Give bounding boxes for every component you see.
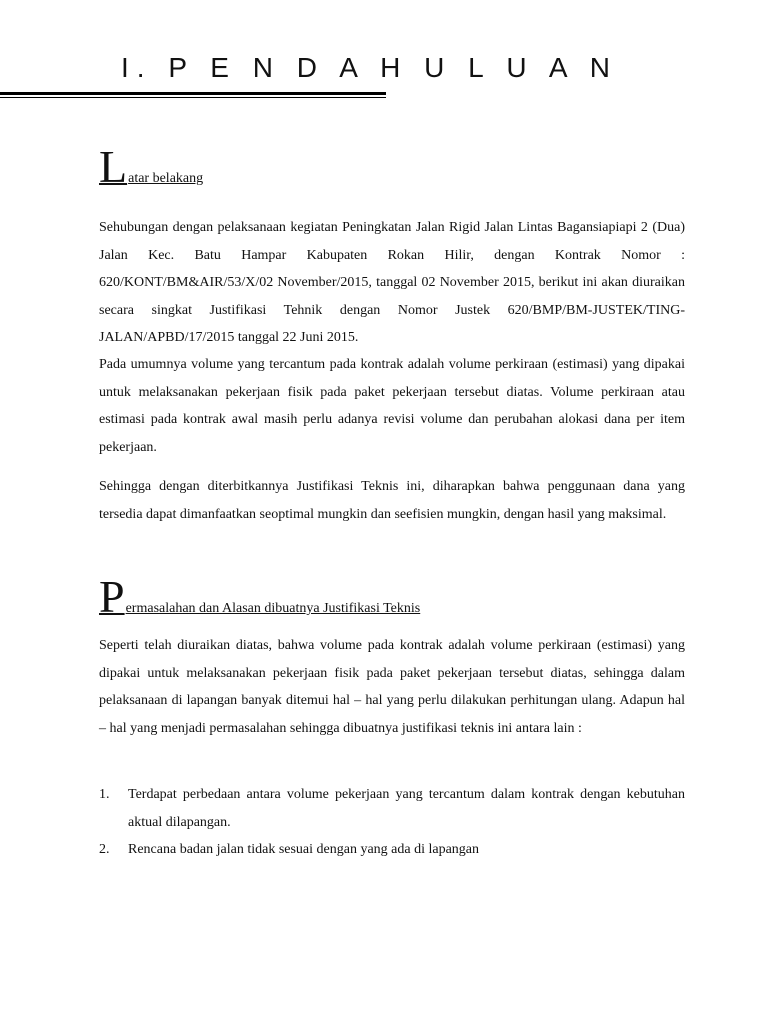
list-item-number: 1. [99, 787, 110, 802]
paragraph: Pada umumnya volume yang tercantum pada kontrak adalah volume perkiraan (estimasi) yang dipakai untuk melaksanakan pekerjaan fisik pada paket pekerjaan tersebut diatas. Volume perkiraan atau estimasi pada kontrak awal masih perlu adanya revisi volume dan perubahan alokasi dana per item pekerjaan. [99, 357, 685, 455]
list-item-text: Rencana badan jalan tidak sesuai dengan yang ada di lapangan [128, 842, 480, 857]
section-heading-permasalahan [99, 571, 421, 622]
section-heading-text: atar belakang [128, 171, 204, 186]
paragraph: Seperti telah diuraikan diatas, bahwa volume pada kontrak adalah volume perkiraan (estimasi) yang dipakai untuk melaksanakan pekerjaan fisik pada paket pekerjaan tersebut diatas, sehingga dalam pelaksanaan di lapangan banyak ditemui hal – hal yang perlu dilakukan perhitungan ulang. Adapun hal – hal yang menjadi permasalahan sehingga dibuatnya justifikasi teknis ini antara lain : [99, 638, 685, 736]
title-rule-thin [0, 97, 386, 98]
paragraph: Sehubungan dengan pelaksanaan kegiatan Peningkatan Jalan Rigid Jalan Lintas Bagansiapiapi 2 (Dua) Jalan Kec. Batu Hampar Kabupaten Rokan Hilir, dengan Kontrak Nomor : 620/KONT/BM&AIR/53/X/02 November/2015, tanggal 02 November 2015, berikut ini akan diuraikan secara singkat Justifikasi Tehnik dengan Nomor Justek 620/BMP/BM-JUSTEK/TING-JALAN/APBD/17/2015 tanggal 22 Juni 2015. [99, 220, 685, 345]
section-heading-text: ermasalahan dan Alasan dibuatnya Justifikasi Teknis [125, 601, 421, 616]
list-item-number: 2. [99, 842, 110, 857]
problem-list [99, 781, 685, 864]
list-item [99, 781, 685, 836]
list-item-text: Terdapat perbedaan antara volume pekerjaan yang tercantum dalam kontrak dengan kebutuhan aktual dilapangan. [128, 787, 685, 830]
paragraph: Sehingga dengan diterbitkannya Justifikasi Teknis ini, diharapkan bahwa penggunaan dana yang tersedia dapat dimanfaatkan seoptimal mungkin dan seefisien mungkin, dengan hasil yang maksimal. [99, 479, 685, 522]
chapter-title: I. P E N D A H U L U A N [121, 52, 619, 83]
drop-cap: P [99, 571, 125, 622]
section-heading-latar-belakang [99, 141, 204, 192]
list-item [99, 836, 685, 864]
title-rule-thick [0, 92, 386, 95]
drop-cap: L [99, 141, 128, 192]
